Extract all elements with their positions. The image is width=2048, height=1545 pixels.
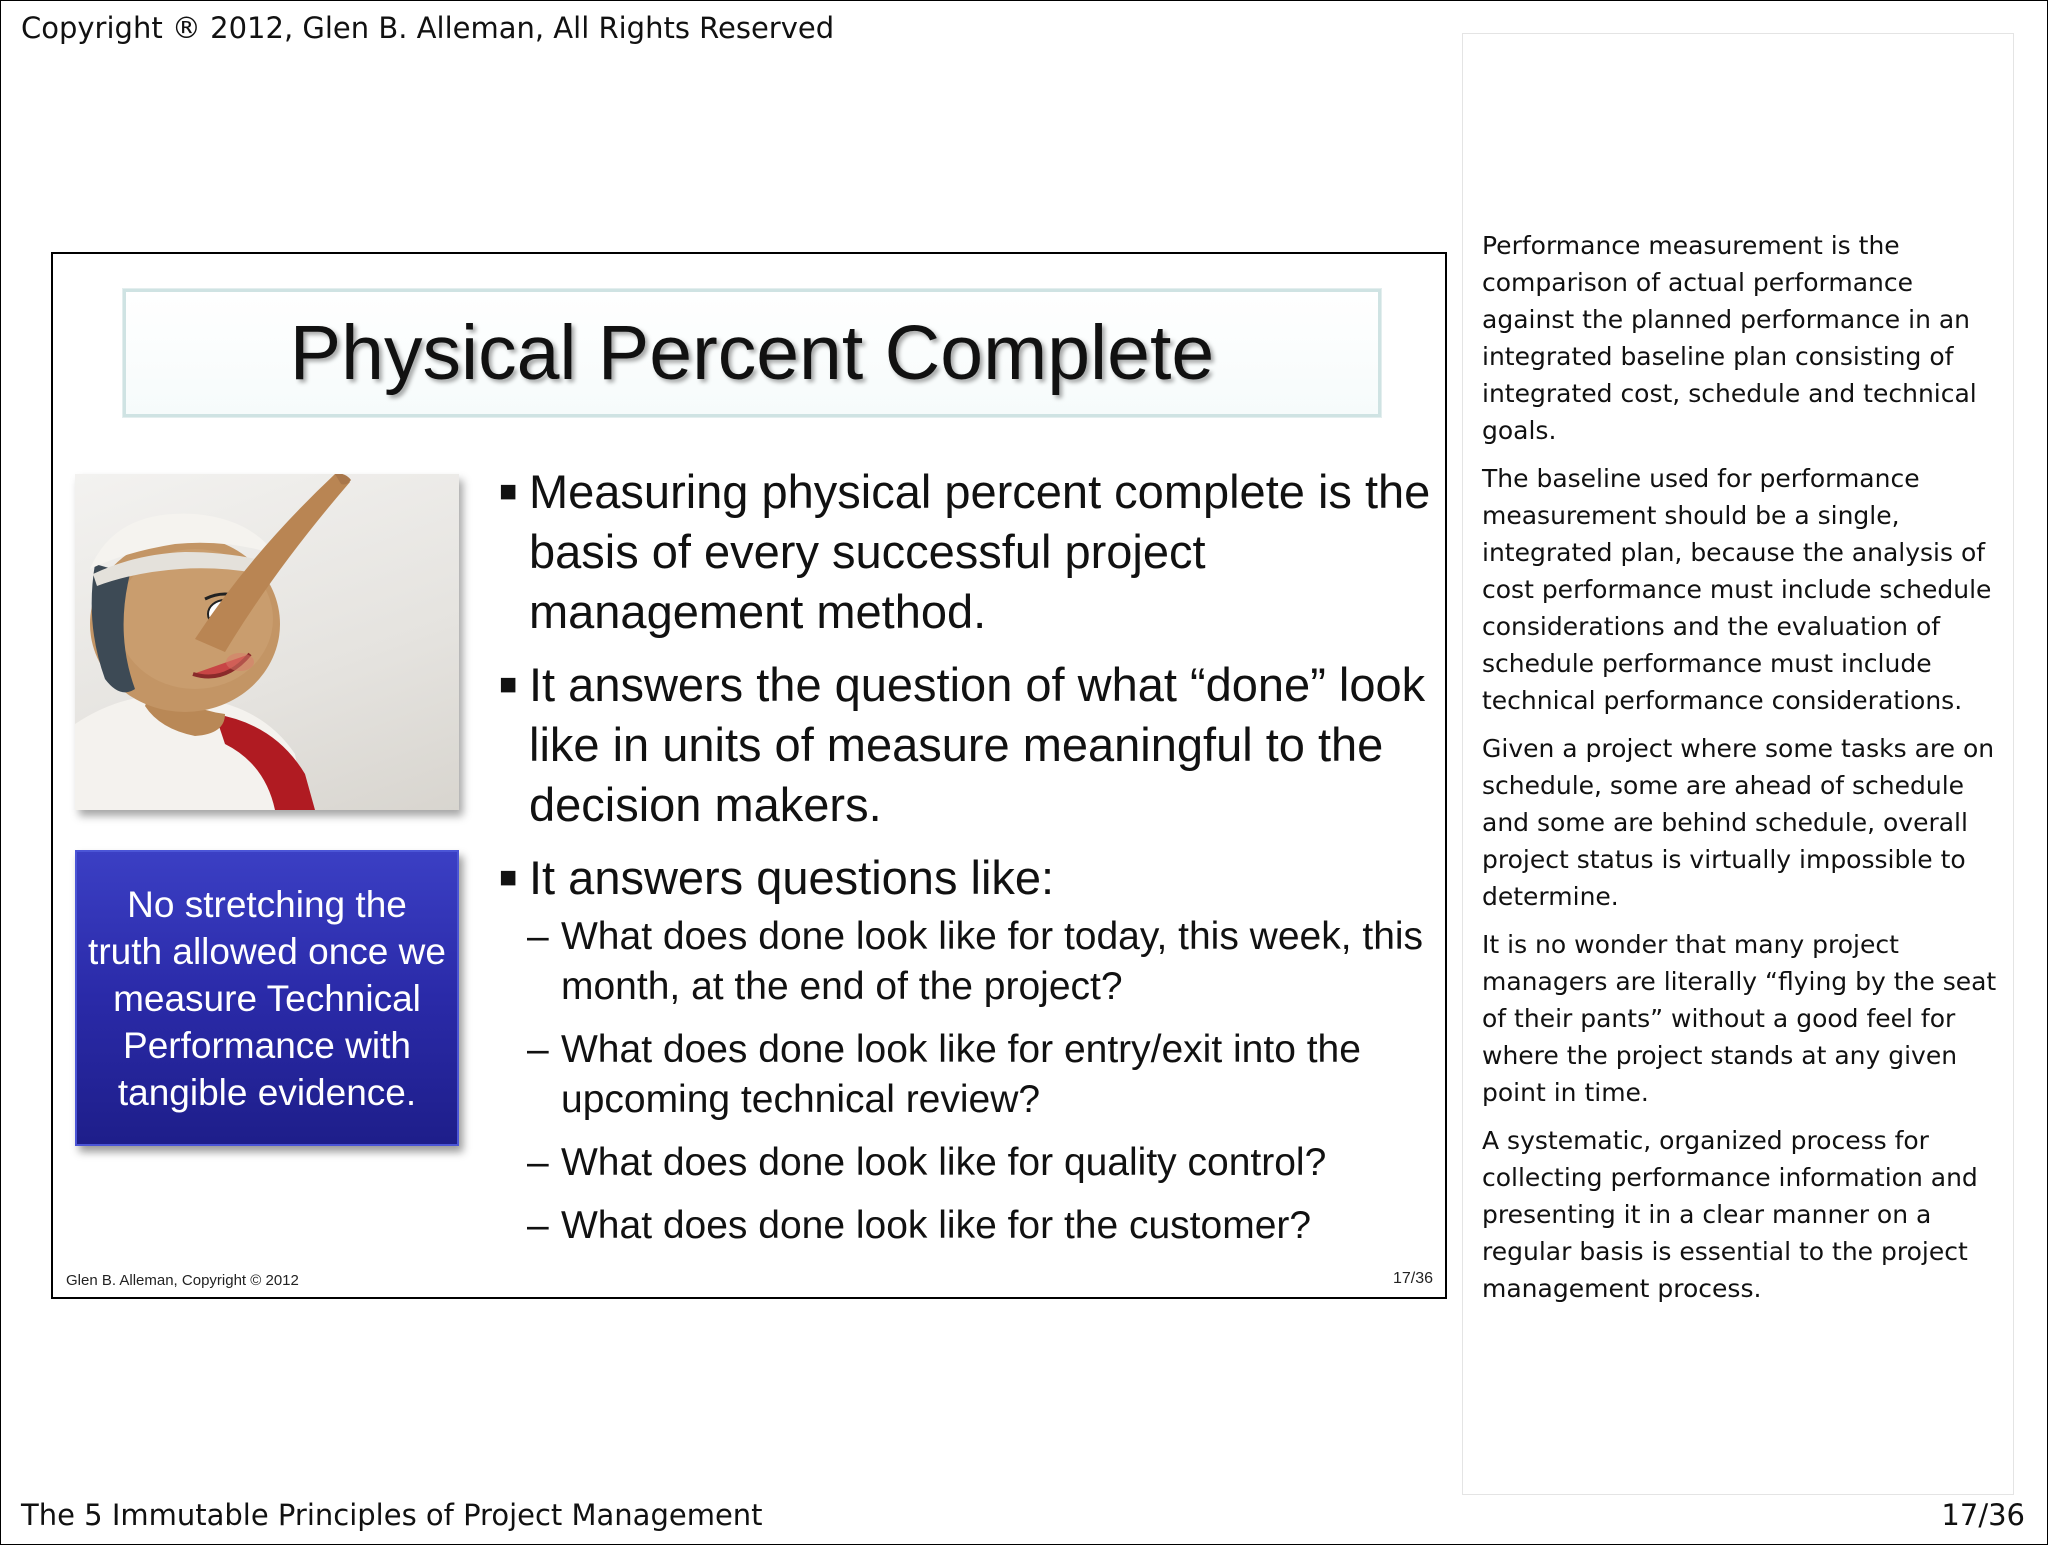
sub-bullet-text: What does done look like for entry/exit into the upcoming technical review? (561, 1028, 1361, 1121)
bullet-item (499, 848, 1434, 908)
page-footer-page-number: 17/36 (1941, 1498, 2025, 1532)
sub-bullet-text: What does done look like for the customer? (561, 1204, 1312, 1247)
sub-bullet-item (499, 1138, 1434, 1188)
bullet-item (499, 462, 1434, 642)
notes-paragraph: Given a project where some tasks are on schedule, some are ahead of schedule and some are behind schedule, overall project status is virtually impossible to determine. (1482, 734, 1995, 911)
notes-paragraph: Performance measurement is the comparison of actual performance against the planned performance in an integrated baseline plan consisting of integrated cost, schedule and technical goals. (1482, 231, 1977, 445)
callout-text: No stretching the truth allowed once we measure Technical Performance with tangible evidence. (88, 883, 446, 1113)
slide-footer-copyright: Glen B. Alleman, Copyright © 2012 (66, 1272, 299, 1289)
slide-title: Physical Percent Complete (289, 309, 1215, 396)
pinocchio-photo (75, 474, 459, 810)
page-footer-title: The 5 Immutable Principles of Project Management (21, 1498, 763, 1532)
slide (51, 252, 1447, 1299)
dash-bullet-icon: – (527, 1028, 549, 1071)
sub-bullet-text: What does done look like for today, this week, this month, at the end of the project? (561, 915, 1424, 1008)
pinocchio-illustration (75, 474, 459, 810)
sub-bullet-text: What does done look like for quality control? (561, 1141, 1327, 1184)
dash-bullet-icon: – (527, 915, 549, 958)
callout-box (75, 850, 459, 1146)
bullet-text: It answers questions like: (529, 851, 1055, 904)
square-bullet-icon: ■ (499, 861, 518, 894)
bullet-item (499, 655, 1434, 835)
notes-paragraph: A systematic, organized process for collecting performance information and presenting it in a clear manner on a regular basis is essential to the project management process. (1482, 1126, 1978, 1303)
square-bullet-icon: ■ (499, 668, 518, 701)
dash-bullet-icon: – (527, 1204, 549, 1247)
sub-bullet-item (499, 912, 1434, 1012)
bullet-text: It answers the question of what “done” look like in units of measure meaningful to the decision makers. (529, 658, 1426, 831)
sub-bullet-item (499, 1025, 1434, 1125)
notes-paragraph: The baseline used for performance measurement should be a single, integrated plan, because the analysis of cost performance must include schedule considerations and the evaluation of schedule performance must include technical performance considerations. (1482, 464, 1992, 715)
bullet-list (499, 462, 1434, 1264)
slide-page-number: 17/36 (1392, 1270, 1433, 1287)
speaker-notes (1482, 227, 2007, 1318)
slide-title-box (123, 289, 1381, 417)
dash-bullet-icon: – (527, 1141, 549, 1184)
square-bullet-icon: ■ (499, 475, 518, 508)
sub-bullet-item (499, 1201, 1434, 1251)
bullet-text: Measuring physical percent complete is the basis of every successful project management method. (529, 465, 1431, 638)
notes-paragraph: It is no wonder that many project managers are literally “flying by the seat of their pants” without a good feel for where the project stands at any given point in time. (1482, 930, 1997, 1107)
sub-bullet-list (499, 912, 1434, 1251)
page-header-copyright: Copyright ® 2012, Glen B. Alleman, All Rights Reserved (21, 11, 835, 45)
